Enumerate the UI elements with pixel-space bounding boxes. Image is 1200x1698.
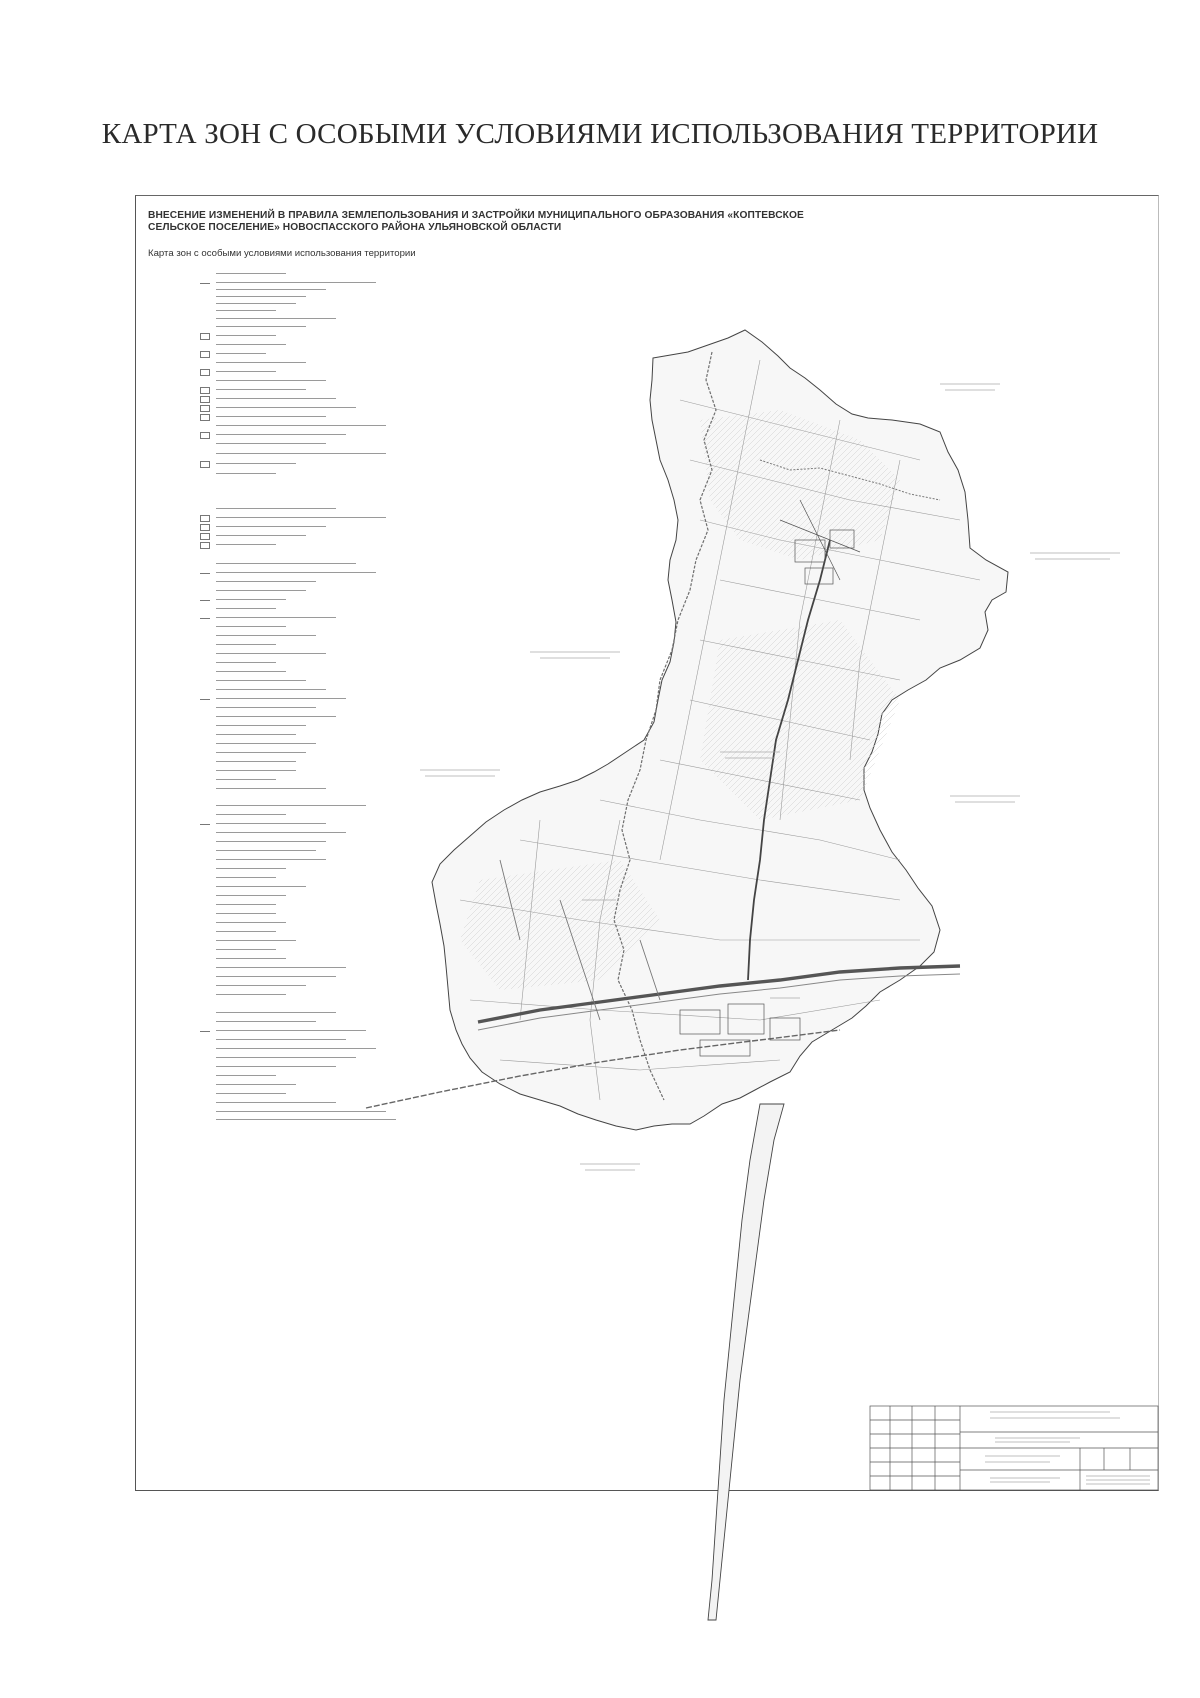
title-block xyxy=(870,1406,1158,1490)
sheet-subtitle: Карта зон с особыми условиями использования территории xyxy=(148,248,416,259)
page-title: КАРТА ЗОН С ОСОБЫМИ УСЛОВИЯМИ ИСПОЛЬЗОВАНИЯ ТЕРРИТОРИИ xyxy=(101,118,1099,150)
sheet-header-line-1: ВНЕСЕНИЕ ИЗМЕНЕНИЙ В ПРАВИЛА ЗЕМЛЕПОЛЬЗОВАНИЯ И ЗАСТРОЙКИ МУНИЦИПАЛЬНОГО ОБРАЗОВАНИЯ «КОПТЕВСКОЕ xyxy=(148,210,804,221)
southern-strip-boundary xyxy=(708,1104,784,1620)
sheet-header-line-2: СЕЛЬСКОЕ ПОСЕЛЕНИЕ» НОВОСПАССКОГО РАЙОНА УЛЬЯНОВСКОЙ ОБЛАСТИ xyxy=(148,222,562,233)
